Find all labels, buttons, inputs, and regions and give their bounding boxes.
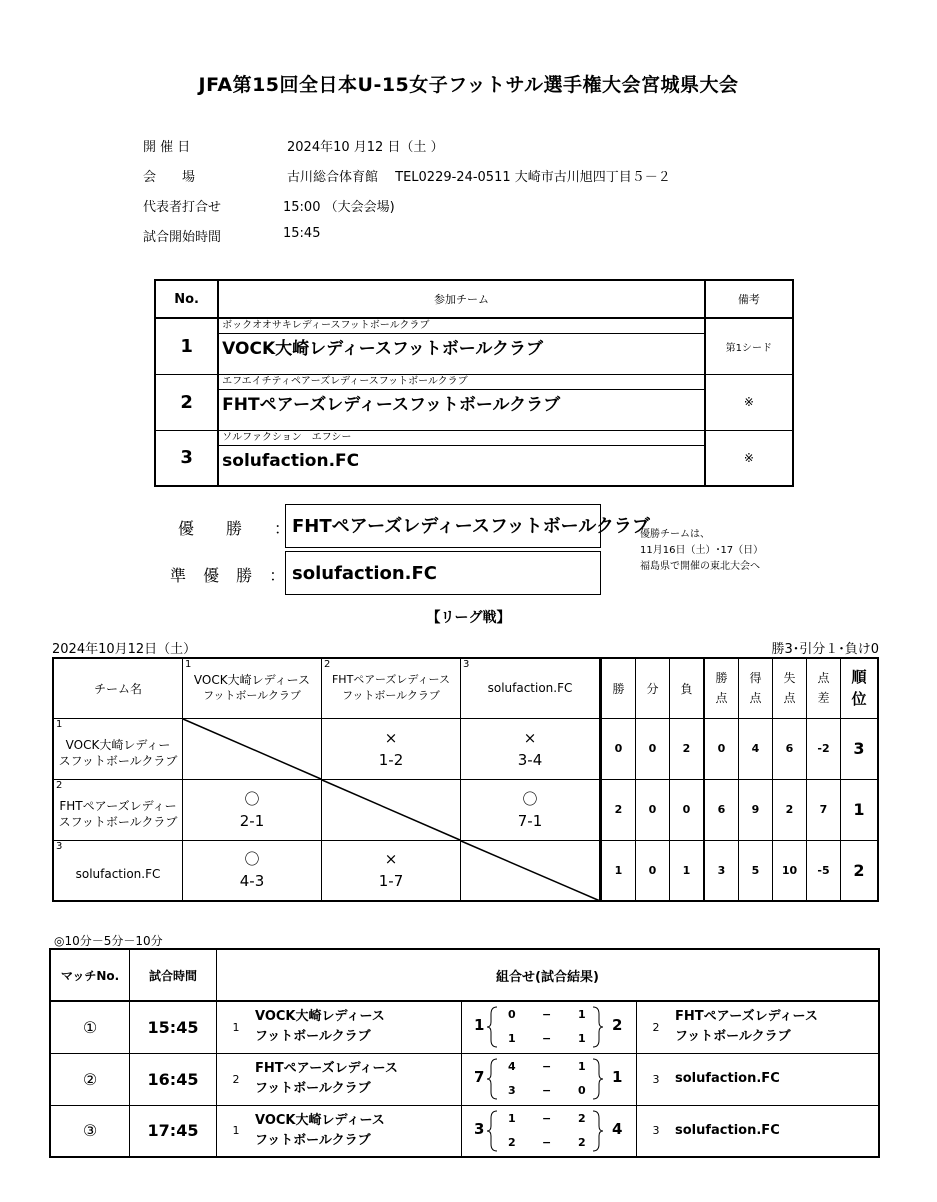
match-no: ① [50,1001,130,1053]
team-kana: エフエイチティペアーズレディースフットボールクラブ [219,375,704,390]
team-note: 第1シード [705,318,793,374]
stat-header: 勝 [601,658,636,718]
info-label-venue: 会 場 [143,170,196,185]
col-team-no: 3 [463,659,470,670]
dash: − [542,1111,552,1125]
team-name: FHTペアーズレディースフットボールクラブ [222,394,561,415]
home-half1: 0 [508,1008,516,1022]
row-team [53,840,183,901]
away-team-line1: solufaction.FC [675,1071,780,1086]
diagonal-cell [461,840,601,901]
info-label-meeting: 代表者打合せ [143,200,222,215]
teams-row [155,430,793,486]
result-mark: × [384,728,398,747]
note-line: 優勝チームは、 [640,529,710,540]
result-score: 1-7 [378,872,404,891]
tohoku-note [640,527,763,575]
info-value-venue: 古川総合体育館 TEL0229-24-0511 大崎市古川旭四丁目５－２ [287,170,671,185]
stat-value: 2 [670,718,705,779]
result-score: 2-1 [239,811,265,830]
away-team-no: 3 [652,1124,660,1138]
stat-header-text: 失点 [783,671,796,706]
result-mark: × [384,850,398,869]
league-table [52,657,879,902]
diagonal-line [461,841,599,901]
home-team-line1: VOCK大崎レディース [255,1112,385,1128]
row-team [53,779,183,840]
info-value-start: 15:45 [283,226,321,241]
stat-header-text: 勝点 [715,671,728,706]
stat-header: 負 [670,658,705,718]
col-team-no: 1 [185,659,192,670]
stat-header-rank [841,658,879,718]
result-mark: 〇 [244,789,260,808]
dash: − [542,1084,552,1097]
stat-header [807,658,841,718]
away-team-line2: フットボールクラブ [675,1029,791,1045]
stat-value: -5 [807,840,841,901]
league-col-team [322,658,461,718]
col-team-line2: フットボールクラブ [203,689,301,703]
result-mark: 〇 [244,850,260,869]
home-team-no: 1 [232,1020,240,1034]
result-score: 4-3 [239,872,265,891]
team-name: VOCK大崎レディースフットボールクラブ [222,339,544,359]
stat-header [704,658,739,718]
col-team-line2: フットボールクラブ [342,689,440,703]
team-kana: ソルファクション エフシー [219,431,704,446]
diagonal-cell [183,718,322,779]
stat-value: 9 [739,779,773,840]
home-team-no: 1 [232,1124,240,1138]
result-score: 7-1 [517,811,543,830]
right-brace-icon [592,1058,604,1100]
home-team [217,1053,462,1105]
stat-value: 1 [670,840,705,901]
sched-header-time: 試合時間 [130,949,217,1001]
teams-row [155,374,793,430]
stat-value: 0 [601,718,636,779]
result-mark: × [523,728,537,747]
away-half1: 1 [578,1008,586,1022]
team-no: 1 [155,318,218,374]
league-header-team: チーム名 [53,658,183,718]
row-team-line1: FHTペアーズレディー [59,798,177,813]
right-brace-icon [592,1110,604,1152]
teams-header-no: No. [155,280,218,318]
row-team-line2: スフットボールクラブ [58,753,178,768]
left-brace-icon [486,1110,498,1152]
league-row [53,779,878,840]
league-col-team [183,658,322,718]
dash: − [542,1032,552,1046]
format-note: ◎10分－5分－10分 [54,934,163,948]
rank-value: 1 [841,779,879,840]
stat-value: 4 [739,718,773,779]
match-row [50,1001,879,1053]
away-half2: 2 [578,1135,586,1149]
stat-header-text: 順位 [851,668,867,709]
match-row [50,1053,879,1105]
away-team-line1: FHTペアーズレディース [675,1009,818,1025]
home-team-line2: フットボールクラブ [255,1081,371,1096]
dash: − [542,1135,552,1149]
home-total: 1 [474,1016,485,1035]
stat-value: 1 [601,840,636,901]
teams-header-note: 備考 [705,280,793,318]
home-half1: 4 [508,1060,516,1073]
league-row [53,718,878,779]
rank-value: 2 [841,840,879,901]
dash: − [542,1008,552,1022]
points-rule: 勝3･引分１･負け0 [771,642,879,657]
teams-table [154,279,794,487]
home-team-line2: フットボールクラブ [255,1029,371,1045]
result-score: 1-2 [378,750,404,769]
note-line: 福島県で開催の東北大会へ [640,561,760,572]
runnerup-label: 準 優 勝 ： [170,566,292,585]
match-no: ② [50,1053,130,1105]
away-team [637,1053,880,1105]
info-value-date: 2024年10 月12 日（土 ） [287,140,444,155]
stat-value: 0 [636,779,670,840]
stat-value: 6 [704,779,739,840]
col-team-no: 2 [324,659,331,670]
team-no: 3 [155,430,218,486]
diagonal-cell [322,779,461,840]
stat-header [739,658,773,718]
match-result-cell [183,779,322,840]
stat-value: 5 [739,840,773,901]
match-result-cell [322,840,461,901]
home-team-no: 2 [232,1072,240,1086]
result-score: 3-4 [517,750,543,769]
winner-label: 優 勝 ： [178,519,299,538]
right-brace-icon [592,1006,604,1048]
row-team [53,718,183,779]
info-label-date: 開 催 日 [143,140,191,155]
home-half2: 2 [508,1135,516,1149]
info-value-meeting: 15:00 （大会会場) [283,200,395,215]
away-total: 1 [612,1068,623,1086]
away-team-no: 2 [652,1020,660,1034]
stat-value: 2 [601,779,636,840]
match-result-cell [183,840,322,901]
teams-header-team: 参加チーム [218,280,705,318]
score-cell [462,1001,637,1053]
col-team-line1: FHTペアーズレディース [331,673,450,687]
stat-header [773,658,807,718]
row-team-no: 1 [56,718,63,730]
team-name: solufaction.FC [222,450,360,471]
team-no: 2 [155,374,218,430]
row-team-no: 2 [56,779,63,791]
sched-header-combo: 組合せ(試合結果) [217,949,880,1001]
stat-value: 7 [807,779,841,840]
dash: − [542,1060,552,1073]
stat-value: -2 [807,718,841,779]
league-row [53,840,878,901]
score-cell [462,1105,637,1157]
league-col-team [461,658,601,718]
home-team-line2: フットボールクラブ [255,1132,371,1148]
teams-row [155,318,793,374]
stat-value: 0 [636,840,670,901]
team-note: ※ [705,374,793,430]
col-team-line1: solufaction.FC [487,681,573,696]
home-half1: 1 [508,1111,516,1125]
home-team-line1: VOCK大崎レディース [255,1009,385,1025]
match-time: 16:45 [130,1053,217,1105]
col-team-line1: VOCK大崎レディース [193,673,311,688]
runnerup-box: solufaction.FC [285,551,601,595]
row-team-line1: VOCK大崎レディー [65,737,171,752]
stat-value: 0 [670,779,705,840]
stat-header-text: 得点 [749,671,762,706]
home-team [217,1105,462,1157]
schedule-table [49,948,880,1158]
stat-header: 分 [636,658,670,718]
away-team-line1: solufaction.FC [675,1122,780,1138]
match-result-cell [461,779,601,840]
away-team-no: 3 [652,1072,660,1086]
left-brace-icon [486,1006,498,1048]
match-time: 17:45 [130,1105,217,1157]
row-team-line1: solufaction.FC [75,867,161,882]
home-team [217,1001,462,1053]
home-half2: 3 [508,1084,516,1097]
away-total: 4 [612,1119,623,1138]
match-result-cell [322,718,461,779]
home-half2: 1 [508,1032,516,1046]
stat-value: 6 [773,718,807,779]
home-total: 3 [474,1119,485,1138]
match-no: ③ [50,1105,130,1157]
team-kana: ボックオオサキレディースフットボールクラブ [219,319,704,334]
home-team-line1: FHTペアーズレディース [255,1061,398,1076]
winner-box: FHTペアーズレディースフットボールクラブ [285,504,601,548]
match-result-cell [461,718,601,779]
away-total: 2 [612,1016,623,1035]
stat-value: 10 [773,840,807,901]
match-time: 15:45 [130,1001,217,1053]
away-half1: 2 [578,1111,586,1125]
diagonal-line [322,780,460,840]
note-line: 11月16日（土）･17（日） [640,545,764,556]
result-mark: 〇 [522,789,538,808]
away-half2: 0 [578,1084,586,1097]
match-row [50,1105,879,1157]
row-team-no: 3 [56,840,63,852]
away-team [637,1105,880,1157]
league-date: 2024年10月12日（土） [52,642,197,657]
info-label-start: 試合開始時間 [143,230,222,245]
team-note: ※ [705,430,793,486]
stat-value: 0 [704,718,739,779]
league-heading: 【リーグ戦】 [426,610,511,626]
home-total: 7 [474,1068,485,1086]
score-cell [462,1053,637,1105]
away-half2: 1 [578,1032,586,1046]
sched-header-match: マッチNo. [50,949,130,1001]
left-brace-icon [486,1058,498,1100]
away-half1: 1 [578,1060,586,1073]
diagonal-line [183,719,321,779]
away-team [637,1001,880,1053]
rank-value: 3 [841,718,879,779]
stat-value: 3 [704,840,739,901]
stat-value: 0 [636,718,670,779]
row-team-line2: スフットボールクラブ [58,814,178,829]
stat-value: 2 [773,779,807,840]
page-title: JFA第15回全日本U-15女子フットサル選手権大会宮城県大会 [198,74,739,96]
stat-header-text: 点差 [817,671,830,706]
